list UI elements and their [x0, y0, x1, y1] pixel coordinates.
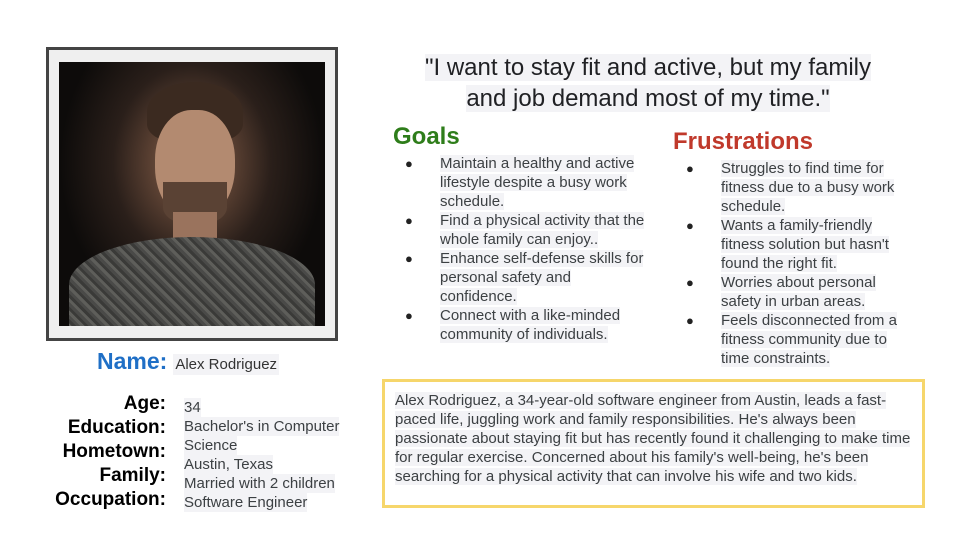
- persona-quote: [380, 52, 916, 114]
- frustrations-list: [686, 159, 918, 368]
- frustrations-title: Frustrations: [673, 128, 814, 155]
- occupation-value: Software Engineer: [184, 494, 308, 511]
- age-value: 34: [184, 399, 201, 416]
- list-item: [405, 306, 645, 344]
- list-item: [405, 154, 645, 211]
- family-label: Family:: [99, 465, 166, 486]
- bullet-icon: ●: [686, 313, 694, 328]
- fact-values: [184, 398, 364, 512]
- name-label: Name:: [97, 348, 168, 374]
- list-item: [405, 211, 645, 249]
- list-item: [686, 159, 918, 216]
- education-value-line1: Bachelor's in Computer: [184, 418, 340, 435]
- frustration-text: Worries about personal safety in urban areas.: [721, 274, 876, 310]
- fact-labels: [44, 392, 166, 512]
- education-label: Education:: [67, 417, 166, 438]
- education-value-line2: Science: [184, 437, 238, 454]
- bullet-icon: ●: [405, 213, 413, 228]
- frustration-text: Wants a family-friendly fitness solution but hasn't found the right fit.: [721, 217, 889, 272]
- persona-photo: [59, 62, 325, 326]
- list-item: [405, 249, 645, 306]
- family-value: Married with 2 children: [184, 475, 335, 492]
- list-item: [686, 216, 918, 273]
- name-value: Alex Rodriguez: [175, 356, 278, 373]
- bullet-icon: ●: [405, 156, 413, 171]
- list-item: [686, 273, 918, 311]
- bullet-icon: ●: [405, 308, 413, 323]
- hometown-value: Austin, Texas: [184, 456, 273, 473]
- bio-text: Alex Rodriguez, a 34-year-old software engineer from Austin, leads a fast-paced life, juggling work and family responsibilities. He's always been passionate about staying fit but has recently found it challenging to make time for regular exercise. Concerned about his family's well-being, he's been searching for a physical activity that can involve his wife and two kids.: [395, 392, 911, 485]
- persona-photo-frame: [46, 47, 338, 341]
- goals-title: Goals: [393, 123, 460, 150]
- list-item: [686, 311, 918, 368]
- goal-text: Connect with a like-minded community of individuals.: [440, 307, 621, 343]
- goal-text: Find a physical activity that the whole family can enjoy..: [440, 212, 645, 248]
- frustration-text: Feels disconnected from a fitness community due to time constraints.: [721, 312, 897, 367]
- goal-text: Enhance self-defense skills for personal safety and confidence.: [440, 250, 644, 305]
- bullet-icon: ●: [686, 161, 694, 176]
- hometown-label: Hometown:: [62, 441, 166, 462]
- goals-list: [405, 154, 645, 344]
- quote-line1: "I want to stay fit and active, but my family: [424, 54, 872, 81]
- frustration-text: Struggles to find time for fitness due to a busy work schedule.: [721, 160, 895, 215]
- age-label: Age:: [123, 393, 166, 414]
- quote-line2: and job demand most of my time.": [466, 85, 830, 112]
- bullet-icon: ●: [686, 218, 694, 233]
- occupation-label: Occupation:: [55, 489, 166, 510]
- photo-sweater: [69, 237, 315, 326]
- name-row: [97, 348, 279, 375]
- persona-bio-box: [382, 379, 925, 508]
- goal-text: Maintain a healthy and active lifestyle despite a busy work schedule.: [440, 155, 635, 210]
- bullet-icon: ●: [686, 275, 694, 290]
- bullet-icon: ●: [405, 251, 413, 266]
